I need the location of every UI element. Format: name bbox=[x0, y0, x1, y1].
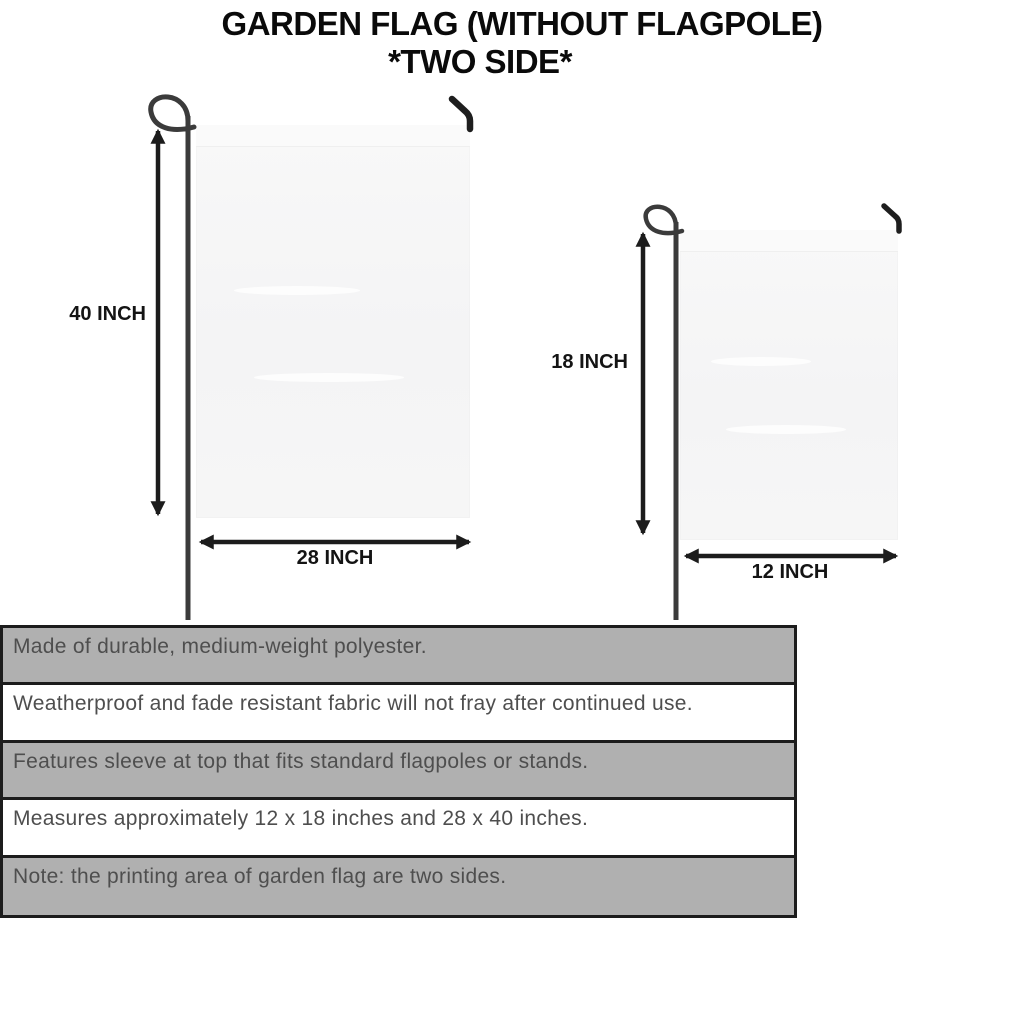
flag-wrinkle bbox=[711, 357, 811, 366]
spec-row-text: Weatherproof and fade resistant fabric will not fray after continued use. bbox=[13, 692, 693, 716]
small-pole-hook-icon bbox=[884, 206, 899, 231]
page-title bbox=[0, 5, 1024, 81]
spec-row-text: Measures approximately 12 x 18 inches and 28 x 40 inches. bbox=[13, 807, 589, 831]
spec-table bbox=[0, 625, 797, 918]
spec-row-text: Features sleeve at top that fits standard flagpoles or stands. bbox=[13, 749, 589, 773]
spec-row bbox=[3, 743, 794, 800]
spec-row-text: Note: the printing area of garden flag are two sides. bbox=[13, 864, 507, 888]
large-flag-sleeve bbox=[196, 125, 470, 147]
small-flag-height-label: 18 INCH bbox=[551, 351, 628, 373]
spec-row bbox=[3, 800, 794, 857]
spec-row bbox=[3, 858, 794, 915]
large-flag-width-label: 28 INCH bbox=[296, 547, 374, 569]
flag-wrinkle bbox=[254, 373, 405, 382]
title-line-1: GARDEN FLAG (WITHOUT FLAGPOLE) bbox=[221, 5, 823, 42]
small-flag-width-label: 12 INCH bbox=[751, 561, 829, 583]
small-pole-loop-icon bbox=[646, 207, 682, 236]
spec-row bbox=[3, 685, 794, 742]
large-flag bbox=[196, 125, 470, 518]
spec-row bbox=[3, 628, 794, 685]
title-line-2: *TWO SIDE* bbox=[388, 43, 572, 80]
spec-row-text: Made of durable, medium-weight polyester. bbox=[13, 635, 427, 658]
flag-wrinkle bbox=[234, 286, 360, 295]
small-flag bbox=[680, 230, 898, 540]
small-flag-sleeve bbox=[680, 230, 898, 252]
large-flag-height-label: 40 INCH bbox=[69, 303, 146, 325]
large-pole-loop-icon bbox=[151, 97, 194, 132]
flag-wrinkle bbox=[726, 425, 846, 434]
